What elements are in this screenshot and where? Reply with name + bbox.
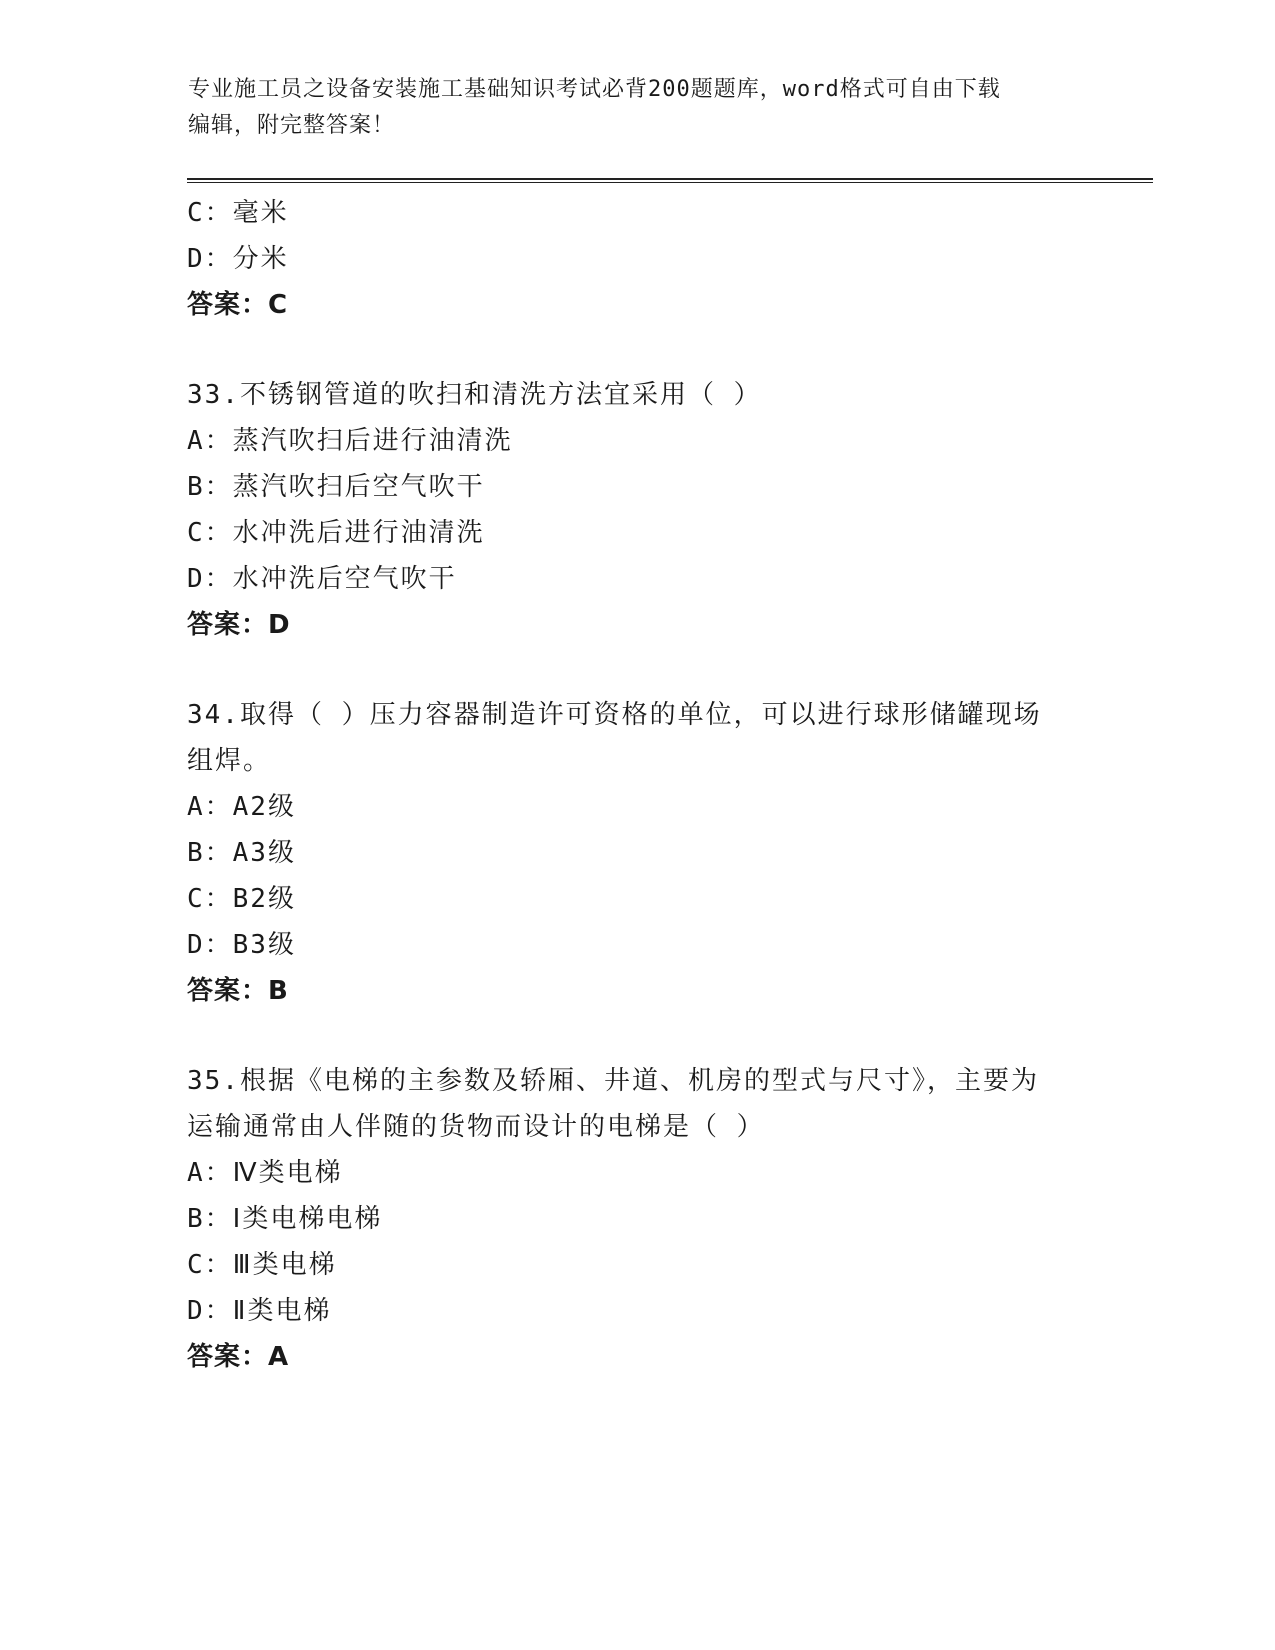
- answer: 答案：D: [187, 610, 291, 640]
- answer: 答案：C: [187, 290, 289, 320]
- option-d: D：Ⅱ类电梯: [187, 1296, 332, 1326]
- question-stem-line-2: 组焊。: [187, 746, 272, 776]
- question-stem-line-1: 34.取得（ ）压力容器制造许可资格的单位，可以进行球形储罐现场: [187, 700, 1042, 730]
- option-c: C：B2级: [187, 884, 296, 914]
- answer: 答案：B: [187, 976, 289, 1006]
- question-list: [187, 190, 1087, 1380]
- header-line-2: 编辑，附完整答案！: [188, 113, 396, 138]
- question-block-prev: [187, 190, 1087, 328]
- header-divider: [187, 178, 1153, 183]
- option-d: D：分米: [187, 244, 289, 274]
- option-b: B：蒸汽吹扫后空气吹干: [187, 472, 485, 502]
- option-a: A：A2级: [187, 792, 296, 822]
- option-b: B：Ⅰ类电梯电梯: [187, 1204, 383, 1234]
- question-stem: 33.不锈钢管道的吹扫和清洗方法宜采用（ ）: [187, 380, 762, 410]
- question-stem-line-2: 运输通常由人伴随的货物而设计的电梯是（ ）: [187, 1112, 765, 1142]
- option-a: A：蒸汽吹扫后进行油清洗: [187, 426, 513, 456]
- option-b: B：A3级: [187, 838, 296, 868]
- option-c: C：毫米: [187, 198, 289, 228]
- header-line-1: 专业施工员之设备安装施工基础知识考试必背200题题库，word格式可自由下载: [188, 77, 1001, 102]
- question-stem-line-1: 35.根据《电梯的主参数及轿厢、井道、机房的型式与尺寸》，主要为: [187, 1066, 1039, 1096]
- question-block-34: [187, 692, 1087, 1014]
- option-d: D：水冲洗后空气吹干: [187, 564, 457, 594]
- question-block-33: [187, 372, 1087, 648]
- option-a: A：Ⅳ类电梯: [187, 1158, 343, 1188]
- answer: 答案：A: [187, 1342, 290, 1372]
- option-d: D：B3级: [187, 930, 296, 960]
- question-block-35: [187, 1058, 1087, 1380]
- option-c: C：水冲洗后进行油清洗: [187, 518, 485, 548]
- option-c: C：Ⅲ类电梯: [187, 1250, 337, 1280]
- document-header: [188, 72, 1078, 144]
